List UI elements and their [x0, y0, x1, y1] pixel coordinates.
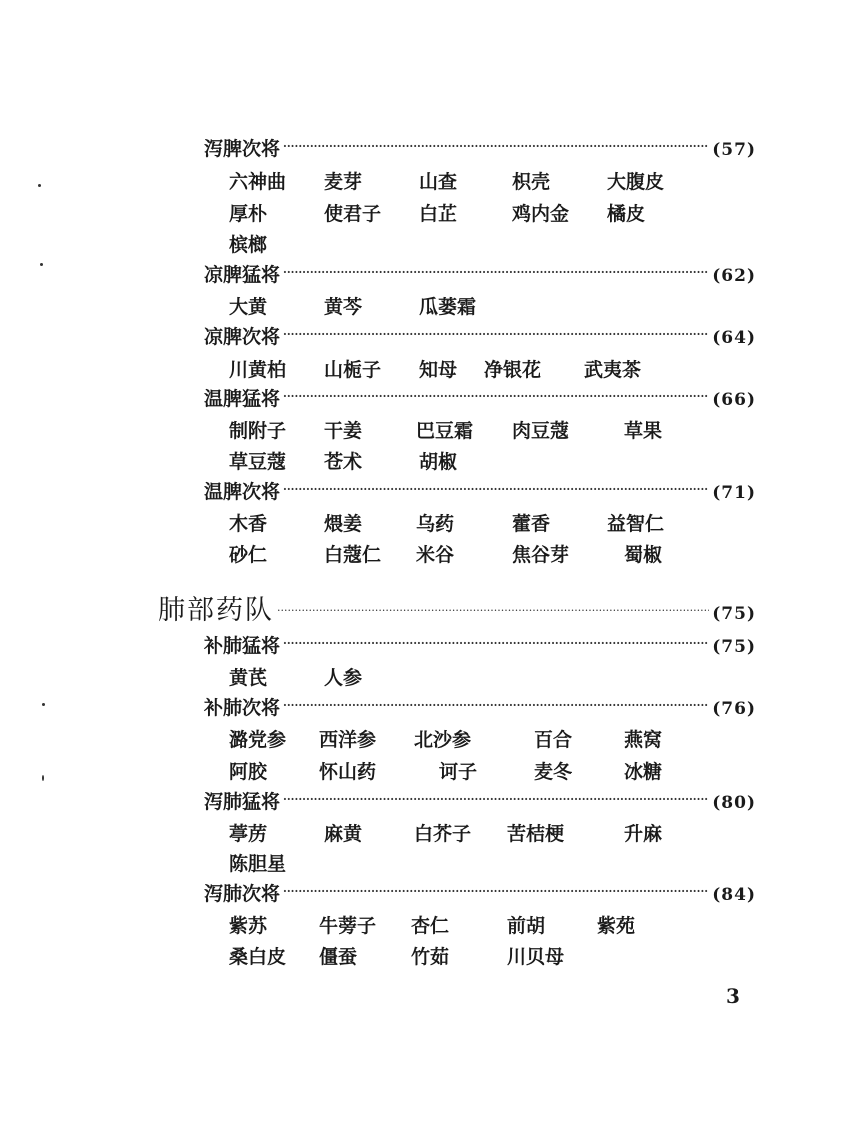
herb-name: 潞党参: [229, 729, 287, 751]
herb-name: 净银花: [484, 359, 542, 381]
toc-entry-page: (75): [712, 637, 756, 657]
herb-name: 冰糖: [624, 761, 663, 783]
herb-name: 煨姜: [324, 513, 363, 535]
dot-leader: [283, 262, 709, 281]
toc-entry-page: (62): [712, 266, 756, 286]
herb-name: 杏仁: [411, 915, 450, 937]
toc-entry-page: (57): [712, 140, 756, 160]
herb-name: 苦桔梗: [507, 823, 565, 845]
toc-entry-bu-fei-ci-jiang: [204, 693, 756, 720]
section-page: (75): [712, 604, 756, 624]
herb-name: 诃子: [439, 761, 478, 783]
dot-leader: [283, 386, 709, 405]
herb-name: 苍术: [324, 451, 363, 473]
herb-name: 白芷: [419, 203, 458, 225]
herb-name: 山查: [419, 171, 458, 193]
herb-name: 前胡: [507, 915, 546, 937]
toc-entry-wen-pi-ci-jiang: [204, 477, 756, 504]
toc-entry-xie-pi-ci-jiang: [204, 134, 756, 161]
herb-name: 紫苏: [229, 915, 268, 937]
herb-name: 木香: [229, 513, 268, 535]
page-number: 3: [726, 984, 740, 1008]
herb-name: 麦冬: [534, 761, 573, 783]
herb-name: 陈胆星: [229, 853, 287, 875]
toc-entry-title: 凉脾次将: [204, 326, 281, 348]
herb-name: 益智仁: [607, 513, 665, 535]
scan-speck: [42, 775, 44, 781]
herb-name: 大黄: [229, 296, 268, 318]
herb-name: 瓜蒌霜: [419, 296, 477, 318]
herb-name: 牛蒡子: [319, 915, 377, 937]
herb-name: 橘皮: [607, 203, 646, 225]
toc-entry-page: (64): [712, 328, 756, 348]
toc-entry-liang-pi-ci-jiang: [204, 322, 756, 349]
herb-name: 草果: [624, 420, 663, 442]
dot-leader: [283, 695, 709, 714]
herb-name: 蜀椒: [624, 544, 663, 566]
herb-name: 紫苑: [597, 915, 636, 937]
herb-name: 阿胶: [229, 761, 268, 783]
herb-name: 燕窝: [624, 729, 663, 751]
herb-name: 鸡内金: [512, 203, 570, 225]
herb-name: 竹茹: [411, 946, 450, 968]
toc-entry-page: (80): [712, 793, 756, 813]
scan-speck: [40, 263, 43, 266]
herb-name: 草豆蔻: [229, 451, 287, 473]
toc-entry-page: (66): [712, 390, 756, 410]
herb-name: 百合: [534, 729, 573, 751]
herb-name: 黄芪: [229, 667, 268, 689]
scan-speck: [42, 703, 45, 706]
herb-name: 川贝母: [507, 946, 565, 968]
toc-section-fei-bu-yao-dui: [158, 588, 756, 627]
toc-entry-wen-pi-meng-jiang: [204, 384, 756, 411]
herb-name: 武夷茶: [584, 359, 642, 381]
toc-entry-liang-pi-meng-jiang: [204, 260, 756, 287]
herb-name: 乌药: [416, 513, 455, 535]
toc-entry-page: (71): [712, 483, 756, 503]
section-title: 肺部药队: [158, 595, 274, 626]
herb-name: 厚朴: [229, 203, 268, 225]
dot-leader: [283, 633, 709, 652]
herb-name: 桑白皮: [229, 946, 287, 968]
herb-name: 知母: [419, 359, 458, 381]
herb-name: 僵蚕: [319, 946, 358, 968]
herb-name: 枳壳: [512, 171, 551, 193]
herb-name: 升麻: [624, 823, 663, 845]
herb-name: 焦谷芽: [512, 544, 570, 566]
toc-entry-page: (76): [712, 699, 756, 719]
herb-name: 麦芽: [324, 171, 363, 193]
dot-leader: [283, 881, 709, 900]
herb-name: 制附子: [229, 420, 287, 442]
toc-entry-title: 温脾猛将: [204, 388, 281, 410]
toc-entry-title: 凉脾猛将: [204, 264, 281, 286]
toc-entry-xie-fei-ci-jiang: [204, 879, 756, 906]
dot-leader: [277, 592, 709, 619]
toc-entry-page: (84): [712, 885, 756, 905]
toc-entry-title: 泻脾次将: [204, 138, 281, 160]
herb-name: 西洋参: [319, 729, 377, 751]
herb-name: 人参: [324, 667, 363, 689]
herb-name: 槟榔: [229, 234, 268, 256]
herb-name: 六神曲: [229, 171, 287, 193]
herb-name: 葶苈: [229, 823, 268, 845]
herb-name: 巴豆霜: [416, 420, 474, 442]
herb-name: 干姜: [324, 420, 363, 442]
herb-name: 米谷: [416, 544, 455, 566]
herb-name: 肉豆蔻: [512, 420, 570, 442]
herb-name: 怀山药: [319, 761, 377, 783]
herb-name: 白芥子: [414, 823, 472, 845]
toc-entry-title: 泻肺猛将: [204, 791, 281, 813]
herb-name: 胡椒: [419, 451, 458, 473]
toc-entry-title: 补肺次将: [204, 697, 281, 719]
toc-entry-xie-fei-meng-jiang: [204, 787, 756, 814]
dot-leader: [283, 479, 709, 498]
toc-entry-title: 温脾次将: [204, 481, 281, 503]
toc-entry-title: 补肺猛将: [204, 635, 281, 657]
herb-name: 山栀子: [324, 359, 382, 381]
herb-name: 藿香: [512, 513, 551, 535]
herb-name: 川黄柏: [229, 359, 287, 381]
herb-name: 使君子: [324, 203, 382, 225]
herb-name: 麻黄: [324, 823, 363, 845]
herb-name: 白蔻仁: [324, 544, 382, 566]
herb-name: 大腹皮: [607, 171, 665, 193]
toc-entry-bu-fei-meng-jiang: [204, 631, 756, 658]
herb-name: 北沙参: [414, 729, 472, 751]
dot-leader: [283, 324, 709, 343]
toc-entry-title: 泻肺次将: [204, 883, 281, 905]
scan-speck: [38, 184, 41, 187]
herb-name: 砂仁: [229, 544, 268, 566]
dot-leader: [283, 136, 709, 155]
herb-name: 黄芩: [324, 296, 363, 318]
dot-leader: [283, 789, 709, 808]
